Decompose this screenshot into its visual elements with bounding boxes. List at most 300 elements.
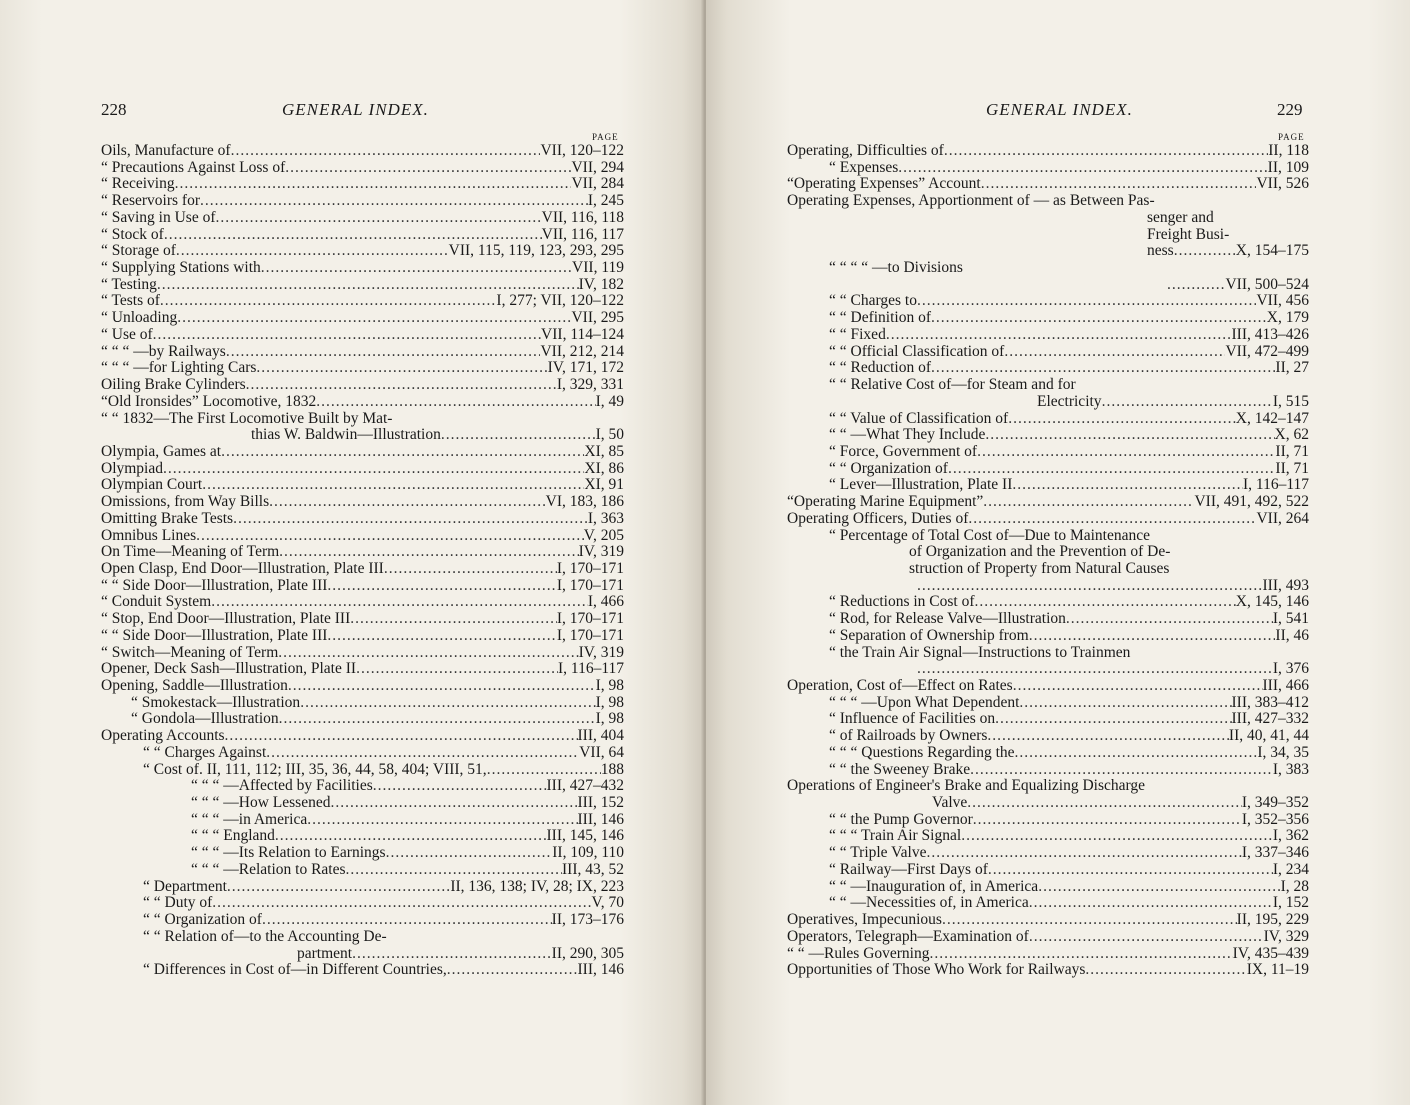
leader-dots: [261, 260, 572, 277]
index-entry: [101, 745, 624, 762]
entry-text: “ “ “ —for Lighting Cars: [101, 359, 257, 377]
index-entry: [101, 962, 624, 979]
entry-text: “ Supplying Stations with: [101, 259, 261, 277]
entry-text: “ Conduit System: [101, 593, 212, 611]
entry-reference: V, 70: [591, 894, 624, 912]
entry-text: Open Clasp, End Door—Illustration, Plate III: [101, 559, 384, 577]
leader-dots: [227, 879, 450, 896]
entry-reference: I, 376: [1272, 660, 1309, 678]
entry-reference: I, 170–171: [556, 626, 624, 644]
entry-reference: I, 515: [1272, 392, 1309, 410]
entry-reference: I, 383: [1272, 760, 1309, 778]
entry-reference: I, 152: [1272, 894, 1309, 912]
leader-dots: [216, 210, 542, 227]
leader-dots: [988, 862, 1273, 879]
entry-reference: I, 541: [1272, 610, 1309, 628]
entry-reference: VII, 115, 119, 123, 293, 295: [448, 242, 624, 260]
index-entry: [787, 728, 1309, 745]
leader-dots: [1029, 929, 1264, 946]
entry-reference: III, 43, 52: [562, 860, 624, 878]
index-entry: [787, 193, 1309, 210]
entry-reference: I, 170–171: [556, 559, 624, 577]
entry-text: “ Testing: [101, 275, 157, 293]
entry-text: “ “ “ —Its Relation to Earnings: [191, 844, 386, 862]
entry-reference: VII, 295: [571, 309, 624, 327]
index-entry: [101, 578, 624, 595]
leader-dots: [200, 193, 588, 210]
entry-text: “ Stop, End Door—Illustration, Plate III: [101, 610, 351, 628]
index-entry: [787, 176, 1309, 193]
entry-text: “ “ Fixed: [829, 325, 886, 343]
leader-dots: [1102, 394, 1273, 411]
leader-dots: [1029, 895, 1273, 912]
entry-text: Omissions, from Way Bills: [101, 493, 270, 511]
entry-text: “ “ “ —in America: [191, 810, 308, 828]
index-entry: [101, 477, 624, 494]
leader-dots: [211, 594, 588, 611]
index-entry: [787, 895, 1309, 912]
entry-text: “ the Train Air Signal—Instructions to Trainmen: [829, 643, 1131, 661]
entry-reference: X, 145, 146: [1235, 593, 1309, 611]
entry-text: “ “ Charges Against: [143, 743, 267, 761]
index-entry: [101, 594, 624, 611]
entry-reference: VII, 119: [572, 259, 624, 277]
leader-dots: [898, 160, 1267, 177]
entry-text: “ “ Official Classification of: [829, 342, 1005, 360]
index-entry: [787, 293, 1309, 310]
entry-text: “ Unloading: [101, 309, 178, 327]
leader-dots: [288, 678, 596, 695]
index-entry: [101, 461, 624, 478]
index-entry: [101, 394, 624, 411]
entry-reference: III, 145, 146: [546, 827, 624, 845]
entry-reference: II, 40, 41, 44: [1228, 727, 1309, 745]
leader-dots: [221, 444, 584, 461]
entry-reference: IV, 171, 172: [547, 359, 624, 377]
entry-text: “ Lever—Illustration, Plate II: [829, 476, 1013, 494]
entry-reference: VII, 472–499: [1225, 342, 1309, 360]
entry-text: Opportunities of Those Who Work for Railways: [787, 961, 1086, 979]
index-entry: [787, 377, 1309, 394]
leader-dots: [164, 227, 542, 244]
index-entry: [101, 344, 624, 361]
entry-text: “ “ Relation of—to the Accounting De-: [143, 927, 387, 945]
leader-dots: [285, 160, 571, 177]
index-entry: [101, 210, 624, 227]
entry-text: “ “ “ “ —to Divisions: [829, 259, 963, 277]
index-entry: [101, 427, 624, 444]
index-entry: [101, 895, 624, 912]
leader-dots: [269, 494, 546, 511]
index-entry: [787, 477, 1309, 494]
leader-dots: [202, 477, 584, 494]
index-entry: [787, 544, 1309, 561]
entry-text: partment: [297, 944, 353, 962]
index-entry: [101, 628, 624, 645]
index-entry: [101, 812, 624, 829]
leader-dots: [441, 427, 596, 444]
entry-reference: X, 62: [1274, 426, 1309, 444]
entry-reference: I, 352–356: [1241, 810, 1309, 828]
entry-text: “ Tests of: [101, 292, 160, 310]
entry-reference: I, 98: [595, 677, 624, 694]
entry-text: “ “ Relative Cost of—for Steam and for: [829, 376, 1076, 394]
index-entry: [787, 912, 1309, 929]
index-entry: [101, 695, 624, 712]
index-entry: [101, 946, 624, 963]
entry-text: “ Rod, for Release Valve—Illustration: [829, 610, 1066, 628]
index-entry: [101, 310, 624, 327]
index-entry: [101, 828, 624, 845]
entry-text: “Old Ironsides” Locomotive, 1832: [101, 392, 317, 410]
entry-text: Omnibus Lines: [101, 526, 197, 544]
index-entry: [787, 711, 1309, 728]
leader-dots: [447, 962, 578, 979]
entry-reference: I, 337–346: [1241, 844, 1309, 862]
index-entry: [787, 962, 1309, 979]
entry-text: “ Railway—First Days of: [829, 860, 988, 878]
leader-dots: [1008, 411, 1236, 428]
leader-dots: [487, 762, 601, 779]
entry-reference: II, 109: [1267, 158, 1309, 176]
entry-reference: III, 152: [577, 794, 624, 812]
index-entry: [787, 661, 1309, 678]
leader-dots: [961, 828, 1273, 845]
entry-reference: II, 173–176: [551, 911, 624, 929]
index-entry: [787, 210, 1309, 227]
leader-dots: [886, 327, 1232, 344]
entry-text: “ Precautions Against Loss of: [101, 158, 286, 176]
index-entry: [101, 611, 624, 628]
index-entry: [787, 427, 1309, 444]
leader-dots: [1029, 628, 1276, 645]
entry-reference: I, 116–117: [1242, 476, 1309, 494]
index-entry: [787, 394, 1309, 411]
entry-text: “ Smokestack—Illustration: [131, 693, 301, 711]
entry-text: “ of Railroads by Owners: [829, 727, 988, 745]
index-entry: [787, 143, 1309, 160]
entry-reference: X, 179: [1266, 309, 1309, 327]
leader-dots: [300, 695, 595, 712]
leader-dots: [233, 511, 588, 528]
index-entry: [101, 795, 624, 812]
entry-reference: IV, 435–439: [1232, 944, 1309, 962]
index-entry: [787, 578, 1309, 595]
leader-dots: [225, 728, 578, 745]
leader-dots: [352, 946, 552, 963]
entry-text: “ “ “ —by Railways: [101, 342, 226, 360]
index-entry: [101, 728, 624, 745]
index-entry: [101, 912, 624, 929]
entry-text: “ “ Reduction of: [829, 359, 932, 377]
entry-text: “ “ Definition of: [829, 309, 932, 327]
index-entry: [101, 143, 624, 160]
index-entry: [787, 795, 1309, 812]
leader-dots: [177, 310, 571, 327]
leader-dots: [917, 293, 1257, 310]
entry-reference: V, 205: [583, 526, 624, 544]
entry-text: “ Separation of Ownership from: [829, 626, 1029, 644]
leader-dots: [987, 728, 1229, 745]
leader-dots: [256, 360, 547, 377]
entry-text: “ Cost of. II, 111, 112; III, 35, 36, 44, 58, 404; VIII, 51,: [143, 760, 487, 778]
page-number: 228: [101, 100, 127, 119]
index-entry: [101, 227, 624, 244]
entry-reference: I, 170–171: [556, 610, 624, 628]
index-entry: [101, 377, 624, 394]
index-entry: [787, 812, 1309, 829]
entry-text: Olympia, Games at: [101, 442, 222, 460]
entry-text: Operations of Engineer's Brake and Equalizing Discharge: [787, 777, 1146, 795]
entry-text: Oils, Manufacture of: [101, 142, 231, 159]
index-entry: [787, 444, 1309, 461]
leader-dots: [1012, 477, 1243, 494]
leader-dots: [212, 895, 591, 912]
entry-text: “ Expenses: [829, 158, 899, 176]
entry-text: “ “ Value of Classification of: [829, 409, 1009, 427]
leader-dots: [1015, 745, 1258, 762]
index-entry: [787, 611, 1309, 628]
index-entry: [787, 678, 1309, 695]
entry-reference: I, 466: [587, 593, 624, 611]
entry-reference: II, 118: [1268, 142, 1309, 159]
entry-reference: VII, 114–124: [541, 325, 624, 343]
entry-text: “ “ Charges to: [829, 292, 917, 310]
entry-text: “ Reductions in Cost of: [829, 593, 975, 611]
entry-text: “ “ 1832—The First Locomotive Built by Mat-: [101, 409, 393, 427]
entry-text: “Operating Expenses” Account: [787, 175, 981, 193]
entry-text: of Organization and the Prevention of De-: [909, 543, 1171, 561]
index-entry: [787, 845, 1309, 862]
entry-reference: VI, 183, 186: [545, 493, 624, 511]
entry-reference: IV, 319: [578, 643, 624, 661]
entry-reference: III, 146: [577, 961, 624, 979]
entry-reference: VII, 64: [579, 743, 624, 761]
leader-dots: [977, 444, 1275, 461]
leader-dots: [917, 578, 1263, 595]
index-entry: [101, 762, 624, 779]
index-entry: [101, 528, 624, 545]
index-entry: [787, 277, 1309, 294]
entry-reference: I, 277; VII, 120–122: [496, 292, 624, 310]
entry-reference: XI, 91: [584, 476, 624, 494]
leader-dots: [968, 511, 1256, 528]
entry-reference: III, 413–426: [1231, 325, 1309, 343]
leader-dots: [157, 277, 579, 294]
right-page: [706, 0, 1410, 1105]
entry-reference: I, 170–171: [556, 576, 624, 594]
entry-text: Operators, Telegraph—Examination of: [787, 927, 1029, 945]
entry-reference: VII, 120–122: [540, 142, 624, 159]
index-entries: [787, 143, 1309, 979]
entry-reference: I, 349–352: [1241, 794, 1309, 812]
entry-reference: II, 290, 305: [551, 944, 624, 962]
index-entry: [787, 778, 1309, 795]
index-entry: [101, 711, 624, 728]
left-page: [0, 0, 704, 1105]
entry-text: “ Gondola—Illustration: [131, 710, 279, 728]
leader-dots: [330, 795, 577, 812]
leader-dots: [175, 176, 572, 193]
entry-reference: IV, 319: [578, 543, 624, 561]
leader-dots: [176, 243, 449, 260]
leader-dots: [1066, 611, 1273, 628]
entry-text: “ “ Side Door—Illustration, Plate III: [101, 576, 328, 594]
index-entry: [101, 176, 624, 193]
index-entry: [101, 778, 624, 795]
leader-dots: [356, 661, 558, 678]
leader-dots: [327, 578, 556, 595]
leader-dots: [944, 143, 1268, 160]
index-entry: [787, 828, 1309, 845]
index-entry: [787, 594, 1309, 611]
leader-dots: [975, 594, 1236, 611]
leader-dots: [929, 946, 1232, 963]
leader-dots: [995, 711, 1231, 728]
entry-text: “Operating Marine Equipment”: [787, 493, 984, 511]
entry-text: “ Receiving: [101, 175, 175, 193]
entry-text: Omitting Brake Tests: [101, 509, 234, 527]
leader-dots: [1019, 695, 1231, 712]
index-entry: [787, 879, 1309, 896]
entry-text: Operatives, Impecunious: [787, 911, 942, 929]
entry-reference: II, 46: [1275, 626, 1309, 644]
entry-text: Electricity: [1037, 392, 1102, 410]
entry-text: “ Force, Government of: [829, 442, 978, 460]
leader-dots: [160, 293, 497, 310]
index-entry: [787, 461, 1309, 478]
leader-dots: [942, 912, 1237, 929]
leader-dots: [350, 611, 557, 628]
entry-text: “ “ “ —How Lessened: [191, 794, 331, 812]
entry-text: “ Storage of: [101, 242, 176, 260]
entry-reference: II, 71: [1275, 459, 1309, 477]
entry-text: On Time—Meaning of Term: [101, 543, 280, 561]
entry-reference: III, 427–432: [546, 777, 624, 795]
page-column-label: PAGE: [1278, 132, 1305, 142]
leader-dots: [346, 862, 562, 879]
index-entry: [101, 243, 624, 260]
index-entry: [101, 678, 624, 695]
entry-text: “ Department: [143, 877, 227, 895]
leader-dots: [246, 377, 557, 394]
entry-text: struction of Property from Natural Causes: [909, 559, 1170, 577]
index-entry: [787, 511, 1309, 528]
entry-reference: III, 146: [577, 810, 624, 828]
entry-reference: II, 136, 138; IV, 28; IX, 223: [450, 877, 624, 895]
index-entry: [787, 243, 1309, 260]
page-number: 229: [1277, 100, 1303, 119]
leader-dots: [226, 344, 541, 361]
entry-reference: I, 49: [595, 392, 624, 410]
entry-text: “ Reservoirs for: [101, 192, 200, 210]
entry-reference: VII, 526: [1256, 175, 1309, 193]
leader-dots: [163, 461, 584, 478]
index-entry: [787, 695, 1309, 712]
entry-text: thias W. Baldwin—Illustration: [251, 426, 441, 444]
index-entry: [101, 260, 624, 277]
leader-dots: [278, 645, 578, 662]
index-entry: [101, 862, 624, 879]
entry-text: Valve: [932, 794, 968, 812]
entry-reference: 188: [600, 760, 624, 778]
index-entry: [787, 745, 1309, 762]
entry-text: “ Saving in Use of: [101, 208, 216, 226]
entry-text: Operation, Cost of—Effect on Rates: [787, 677, 1013, 694]
page-column-label: PAGE: [592, 132, 619, 142]
leader-dots: [931, 310, 1267, 327]
leader-dots: [153, 327, 541, 344]
entry-reference: I, 50: [595, 426, 624, 444]
entry-reference: I, 34, 35: [1257, 743, 1309, 761]
entry-text: Operating, Difficulties of: [787, 142, 944, 159]
leader-dots: [307, 812, 577, 829]
entry-reference: I, 362: [1272, 827, 1309, 845]
leader-dots: [196, 528, 584, 545]
entry-reference: VII, 264: [1256, 509, 1309, 527]
entry-text: “ “ —Necessities of, in America: [829, 894, 1029, 912]
entry-text: “ “ —What They Include: [829, 426, 986, 444]
leader-dots: [384, 561, 557, 578]
index-entry: [787, 310, 1309, 327]
entry-reference: I, 245: [587, 192, 624, 210]
entry-reference: I, 98: [595, 710, 624, 728]
entry-text: “ “ “ Train Air Signal: [829, 827, 962, 845]
leader-dots: [1085, 962, 1246, 979]
leader-dots: [970, 762, 1273, 779]
entry-reference: II, 71: [1275, 442, 1309, 460]
index-entry: [787, 494, 1309, 511]
entry-text: “ Percentage of Total Cost of—Due to Maintenance: [829, 526, 1151, 544]
leader-dots: [1013, 678, 1263, 695]
entry-text: “ “ “ —Affected by Facilities: [191, 777, 373, 795]
index-entry: [787, 561, 1309, 578]
index-entry: [101, 645, 624, 662]
leader-dots: [279, 711, 596, 728]
index-entry: [101, 561, 624, 578]
index-entry: [787, 327, 1309, 344]
entry-text: Operating Officers, Duties of: [787, 509, 969, 527]
leader-dots: [917, 661, 1273, 678]
index-entry: [101, 661, 624, 678]
index-entry: [101, 511, 624, 528]
leader-dots: [948, 461, 1275, 478]
entry-text: “ Differences in Cost of—in Different Countries,: [143, 961, 447, 979]
index-entry: [101, 929, 624, 946]
index-entry: [101, 277, 624, 294]
entry-reference: VII, 284: [571, 175, 624, 193]
index-entry: [101, 293, 624, 310]
entry-reference: VII, 456: [1256, 292, 1309, 310]
index-entry: [787, 528, 1309, 545]
index-entry: [101, 193, 624, 210]
leader-dots: [373, 778, 547, 795]
leader-dots: [275, 828, 547, 845]
leader-dots: [279, 544, 578, 561]
index-entry: [101, 845, 624, 862]
entry-text: “ “ Triple Valve: [829, 844, 927, 862]
leader-dots: [983, 494, 1194, 511]
index-entry: [101, 411, 624, 428]
index-entry: [787, 260, 1309, 277]
leader-dots: [327, 628, 556, 645]
entry-reference: VII, 116, 118: [541, 208, 624, 226]
index-entry: [787, 227, 1309, 244]
entry-reference: VII, 500–524: [1225, 275, 1309, 293]
index-entry: [787, 645, 1309, 662]
entry-reference: VII, 294: [571, 158, 624, 176]
index-entry: [101, 360, 624, 377]
